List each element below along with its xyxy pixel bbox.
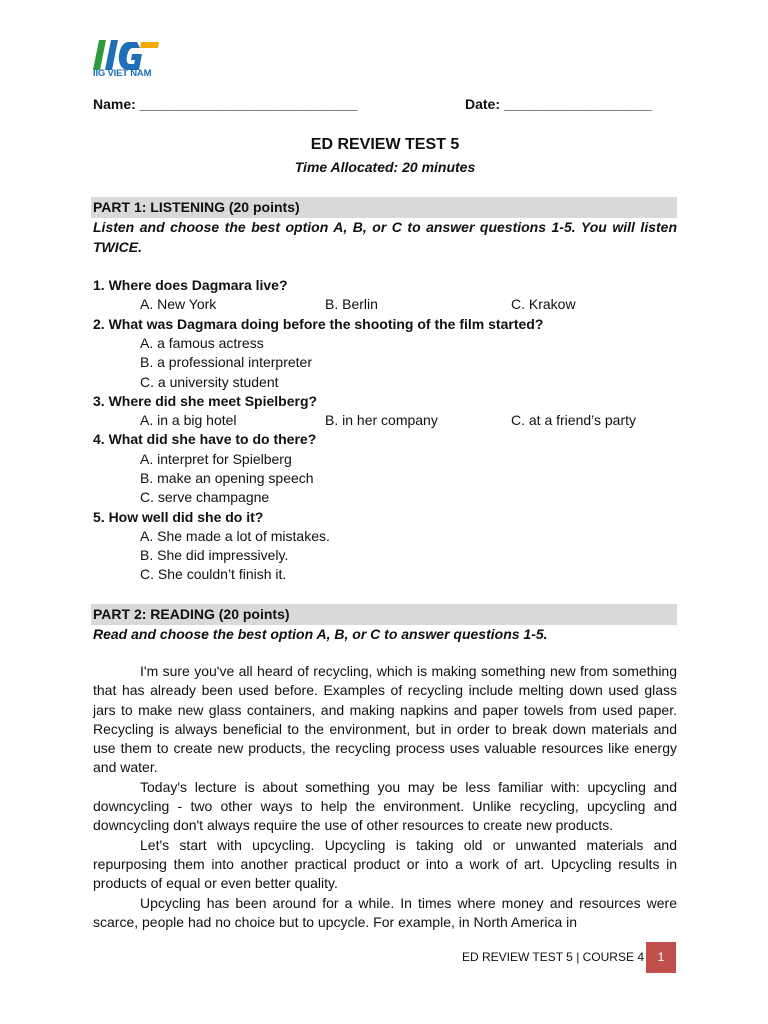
page-title: ED REVIEW TEST 5 [310,136,460,153]
reading-paragraph-4: Upcycling has been around for a while. In times where money and resources were scarce, people had no choice but to upcycle. For example, in North America in [93,894,677,930]
option-3b[interactable]: B. in her company [325,412,438,428]
option-4c[interactable]: C. serve champagne [140,489,270,505]
option-5a[interactable]: A. She made a lot of mistakes. [140,528,330,544]
option-2b[interactable]: B. a professional interpreter [140,354,312,370]
name-field[interactable]: Name: ____________________________ [93,96,358,112]
reading-paragraph-2: Today's lecture is about something you may be less familiar with: upcycling and downcycling - two other ways to help the environment. Unlike recycling, upcycling and downcycling don't always require the use of other resources to create new products. [93,778,677,834]
option-2a[interactable]: A. a famous actress [140,335,264,351]
reading-paragraph-3: Let's start with upcycling. Upcycling is taking old or unwanted materials and repurposing them into another practical product or into a work of art. Upcycling results in products of equal or even better quality. [93,836,677,892]
page-number-badge: 1 [646,942,676,973]
question-2: 2. What was Dagmara doing before the shooting of the film started? [93,316,544,332]
reading-passage [93,662,677,932]
option-1a[interactable]: A. New York [140,296,217,312]
header-fields [93,96,677,116]
option-3c[interactable]: C. at a friend’s party [511,412,637,428]
part1-instruction: Listen and choose the best option A, B, or C to answer questions 1-5. You will listen TWICE. [93,219,677,255]
option-3a[interactable]: A. in a big hotel [140,412,237,428]
part2-heading: PART 2: READING (20 points) [91,604,677,625]
question-5: 5. How well did she do it? [93,509,264,525]
page-subtitle: Time Allocated: 20 minutes [294,159,476,175]
page-footer [0,942,768,974]
option-4a[interactable]: A. interpret for Spielberg [140,451,292,467]
question-4: 4. What did she have to do there? [93,431,317,447]
footer-text: ED REVIEW TEST 5 | COURSE 4 [461,950,644,964]
date-field[interactable]: Date: ___________________ [465,96,652,112]
question-3: 3. Where did she meet Spielberg? [93,393,318,409]
part2-instruction: Read and choose the best option A, B, or C to answer questions 1-5. [93,626,548,642]
option-1c[interactable]: C. Krakow [511,296,576,312]
option-5b[interactable]: B. She did impressively. [140,547,289,563]
question-1: 1. Where does Dagmara live? [93,277,288,293]
option-4b[interactable]: B. make an opening speech [140,470,314,486]
reading-paragraph-1: I'm sure you've all heard of recycling, which is making something new from something that has already been used before. Examples of recycling include melting down used glass jars to make new glass containers, and making napkins and paper towels from used paper. Recycling is always beneficial to the environment, but in order to break down materials and use them to create new products, the recycling process uses valuable resources like energy and water. [93,663,677,776]
logo-text: IIG VIET NAM [93,68,152,79]
option-5c[interactable]: C. She couldn’t finish it. [140,566,287,582]
part1-heading: PART 1: LISTENING (20 points) [91,197,677,218]
option-1b[interactable]: B. Berlin [325,296,378,312]
option-2c[interactable]: C. a university student [140,374,279,390]
